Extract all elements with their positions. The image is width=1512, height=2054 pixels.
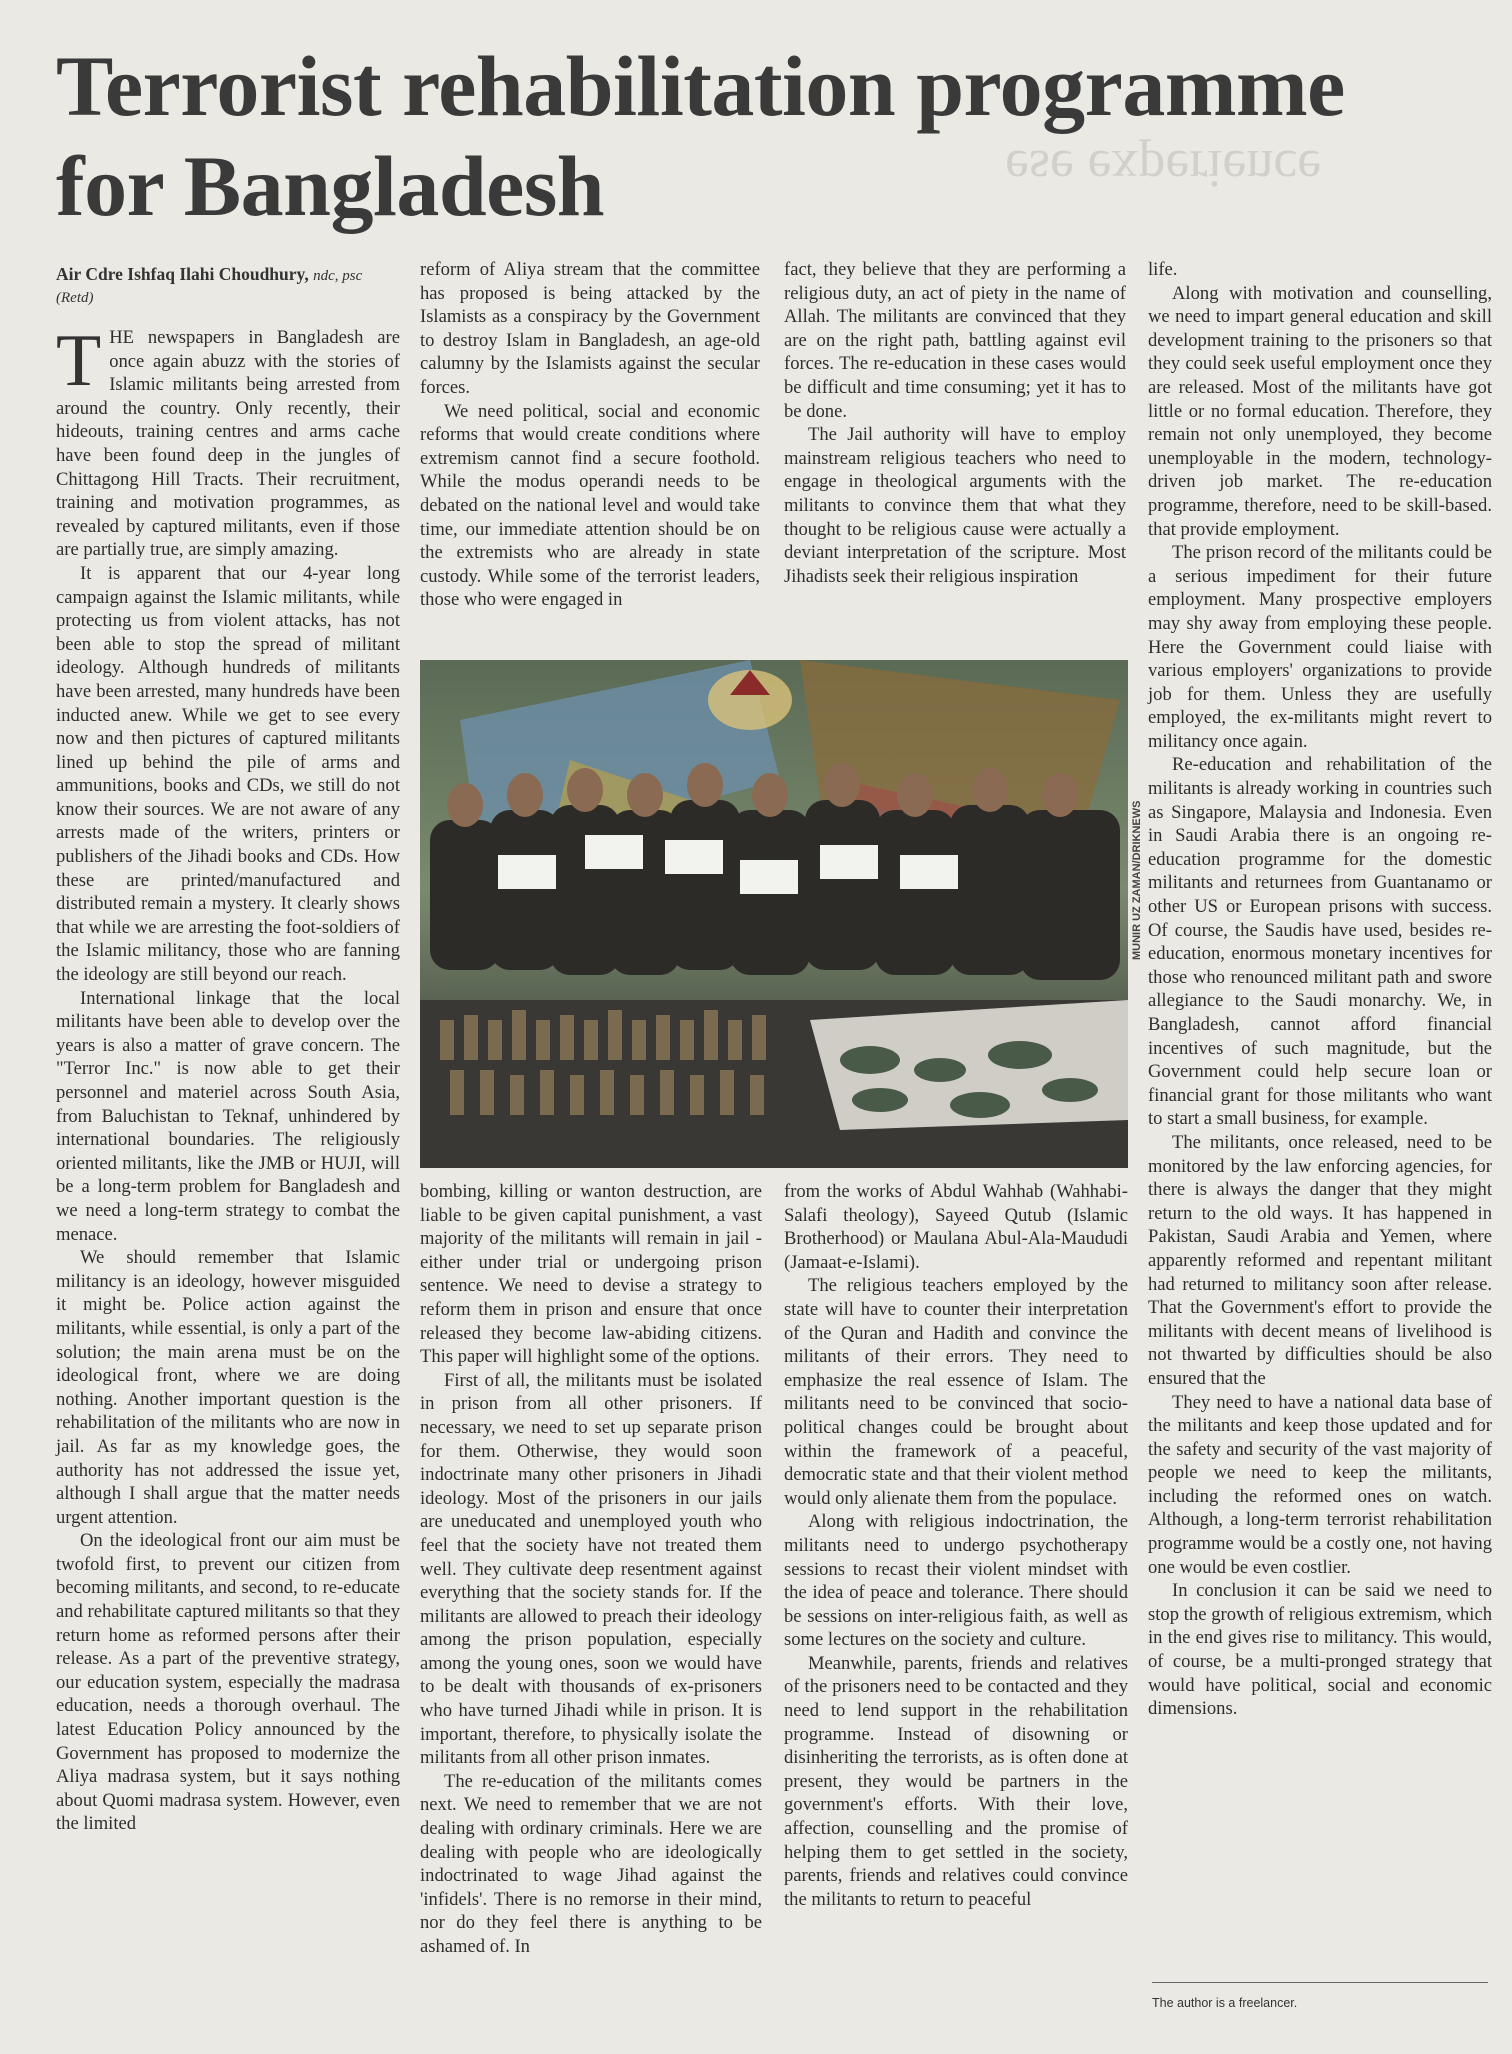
paragraph: We should remember that Islamic militancy is an ideology, however misguided it might be. Police action against the militants, while essential, is only a part of the solution; the main arena must be on the ideological front, where we are doing nothing. Another important question is the rehabilitation of the militants who are now in jail. As far as my knowledge goes, the authority has not addressed the issue yet, although I shall argue that the matter needs urgent attention. xyxy=(56,1247,400,1528)
paragraph: Along with religious indoctrination, the militants need to undergo psychotherapy sessions to recast their violent mindset with the idea of peace and tolerance. There should be sessions on inter-religious faith, as well as some lectures on the society and culture. xyxy=(784,1511,1128,1651)
paragraph: The religious teachers employed by the state will have to counter their interpretation of the Quran and Hadith and convince the militants of their errors. They need to emphasize the real essence of Islam. The militants need to be convinced that socio-political changes could be brought about within the framework of a peaceful, democratic state and that their violent method would only alienate them from the populace. xyxy=(784,1275,1128,1509)
drop-cap: T xyxy=(56,320,102,402)
bleed-through-text: ese experience xyxy=(1005,139,1322,199)
paragraph: We need political, social and economic reforms that would create conditions where extremism cannot find a secure foothold. While the modus operandi needs to be debated on the national level and would take time, our immediate attention should be on the extremists who are already in state custody. While some of the terrorist leaders, those who were engaged in xyxy=(420,400,760,611)
author-post-nominals: ndc, psc (Retd) xyxy=(56,268,363,306)
paragraph: reform of Aliya stream that the committee has proposed is being attacked by the Islamists as a conspiracy by the Government to destroy Islam in Bangladesh, an age-old calumny by the Islamists against the secular forces. xyxy=(420,259,760,398)
author-name: Air Cdre Ishfaq Ilahi Choudhury, xyxy=(56,264,309,284)
paragraph: from the works of Abdul Wahhab (Wahhabi-Salafi theology), Sayeed Qutub (Islamic Brotherhood) or Maulana Abul-Ala-Maududi (Jamaat-e-Islami). xyxy=(784,1181,1128,1273)
paragraph: Re-education and rehabilitation of the militants is already working in countries such as Singapore, Malaysia and Indonesia. Even in Saudi Arabia there is an ongoing re-education programme for the domestic militants and returnees from Guantanamo or other US or European prisons with success. Of course, the Saudis have used, besides re-education, enormous monetary incentives for those who renounced militant path and swore allegiance to the Saudi monarchy. We, in Bangladesh, cannot afford financial incentives of such magnitude, but the Government could help secure loan or financial grant for those militants who want to start a small business, for example. xyxy=(1148,754,1492,1130)
paragraph: Along with motivation and counselling, we need to impart general education and skill development training to the prisoners so that they could seek useful employment once they are released. Most of the militants have got little or no formal education. Therefore, they remain not only unemployed, they become unemployable in the modern, technology-driven job market. The re-education programme, therefore, need to be skill-based. that provide employment. xyxy=(1148,282,1492,540)
column-2-bottom xyxy=(420,1180,762,1959)
column-4 xyxy=(1148,258,1492,1721)
column-3-bottom xyxy=(784,1180,1128,1911)
paragraph: They need to have a national data base of the militants and keep those updated and for the safety and security of the vast majority of people we need to keep the militants, including the reformed ones on watch. Although, a long-term terrorist rehabilitation programme would be a costly one, not having one would be even costlier. xyxy=(1148,1391,1492,1578)
paragraph: fact, they believe that they are performing a religious duty, an act of piety in the name of Allah. The militants are convinced that they are on the right path, battling against evil forces. The re-education in these cases would be difficult and time consuming; yet it has to be done. xyxy=(784,259,1126,422)
paragraph: First of all, the militants must be isolated in prison from all other prisoners. If necessary, we need to set up separate prison for them. Otherwise, they would soon indoctrinate many other prisoners in Jihadi ideology. Most of the prisoners in our jails are uneducated and unemployed youth who feel that the society have not treated them well. They cultivate deep resentment against everything that the society stands for. If the militants are allowed to preach their ideology among the prison population, especially among the young ones, soon we would have to be dealt with thousands of ex-prisoners who have turned Jihadi while in prison. It is important, therefore, to physically isolate the militants from all other prison inmates. xyxy=(420,1369,762,1769)
paragraph: It is apparent that our 4-year long campaign against the Islamic militants, while protecting us from violent attacks, has not been able to stop the spread of militant ideology. Although hundreds of militants have been arrested, many hundreds have been inducted anew. While we get to see every now and then pictures of captured militants lined up behind the pile of arms and ammunitions, books and CDs, we still do not know their sources. We are not aware of any arrests made of the writers, printers or publishers of the Jihadi books and CDs. How these are printed/manufactured and distributed remain a mystery. It clearly shows that while we are arresting the foot-soldiers of the Islamic militancy, those who are fanning the ideology are still beyond our reach. xyxy=(56,562,400,986)
author-footnote: The author is a freelancer. xyxy=(1152,1996,1298,2010)
paragraph: life. xyxy=(1148,259,1178,280)
headline: Terrorist rehabilitation programme for Bangladesh xyxy=(56,38,1345,234)
paragraph: In conclusion it can be said we need to stop the growth of religious extremism, which in the end gives rise to militancy. This would, of course, be a multi-pronged strategy that would have political, social and economic dimensions. xyxy=(1148,1580,1492,1720)
footnote-rule xyxy=(1152,1982,1488,1983)
paragraph: International linkage that the local militants have been able to develop over the years is also a matter of grave concern. The "Terror Inc." is now able to get their personnel and materiel across South Asia, from Baluchistan to Teknaf, unhindered by international boundaries. The religiously oriented militants, like the JMB or HUJI, will be a long-term problem for Bangladesh and we need a long-term strategy to combat the menace. xyxy=(56,987,400,1245)
paragraph: bombing, killing or wanton destruction, are liable to be given capital punishment, a vast majority of the militants will remain in jail - either under trial or undergoing prison sentence. We need to devise a strategy to reform them in prison and ensure that once released they become law-abiding citizens. This paper will highlight some of the options. xyxy=(420,1181,762,1368)
column-3-top xyxy=(784,258,1126,588)
paragraph: The prison record of the militants could be a serious impediment for their future employment. Many prospective employers may shy away from employing these people. Here the Government could liaise with various employers' organizations to provide job for them. Unless they are usefully employed, the ex-militants might revert to militancy once again. xyxy=(1148,542,1492,752)
photo-militants-lined-up xyxy=(420,660,1128,1168)
column-1 xyxy=(56,264,400,1836)
paragraph: The militants, once released, need to be monitored by the law enforcing agencies, for there is always the danger that they might return to the old ways. It has happened in Pakistan, Saudi Arabia and Yemen, where apparently reformed and repentant militant had returned to militancy soon after release. That the Government's effort to provide the militants with decent means of livelihood is not thwarted by difficulties should be also ensured that the xyxy=(1148,1131,1492,1389)
paragraph: Meanwhile, parents, friends and relatives of the prisoners need to be contacted and they need to lend support in the rehabilitation programme. Instead of disowning or disinheriting the terrorists, as is often done at present, they would be partners in the government's efforts. With their love, affection, counselling and the promise of helping them to get settled in the society, parents, friends and relatives could convince the militants to return to peaceful xyxy=(784,1652,1128,1910)
news-photo xyxy=(420,660,1128,1168)
paragraph: On the ideological front our aim must be twofold first, to prevent our citizen from becoming militants, and second, to re-educate and rehabilitate captured militants so that they return home as reformed persons after their release. As a part of the preventive strategy, our education system, especially the madrasa education, needs a thorough overhaul. The latest Education Policy announced by the Government has proposed to modernize the Aliya madrasa system, but it says nothing about Quomi madrasa system. However, even the limited xyxy=(56,1530,400,1835)
paragraph: The re-education of the militants comes next. We need to remember that we are not dealing with ordinary criminals. Here we are dealing with people who are ideologically indoctrinated to wage Jihad against the 'infidels'. There is no remorse in their mind, nor do they feel there is anything to be ashamed of. In xyxy=(420,1770,762,1957)
byline xyxy=(56,264,400,308)
column-2-top xyxy=(420,258,760,612)
paragraph: THE newspapers in Bangladesh are once again abuzz with the stories of Islamic militants being arrested from around the country. Only recently, their hideouts, training centres and arms cache have been found deep in the jungles of Chittagong Hill Tracts. Their recruitment, training and motivation programmes, as revealed by captured militants, even if those are partially true, are simply amazing. xyxy=(56,320,400,561)
photo-credit: MUNIR UZ ZAMAN/DRIKNEWS xyxy=(1131,800,1143,960)
paragraph: The Jail authority will have to employ mainstream religious teachers who need to engage in theological arguments with the militants to convince them that what they thought to be religious cause were actually a deviant interpretation of the scripture. Most Jihadists seek their religious inspiration xyxy=(784,424,1126,587)
